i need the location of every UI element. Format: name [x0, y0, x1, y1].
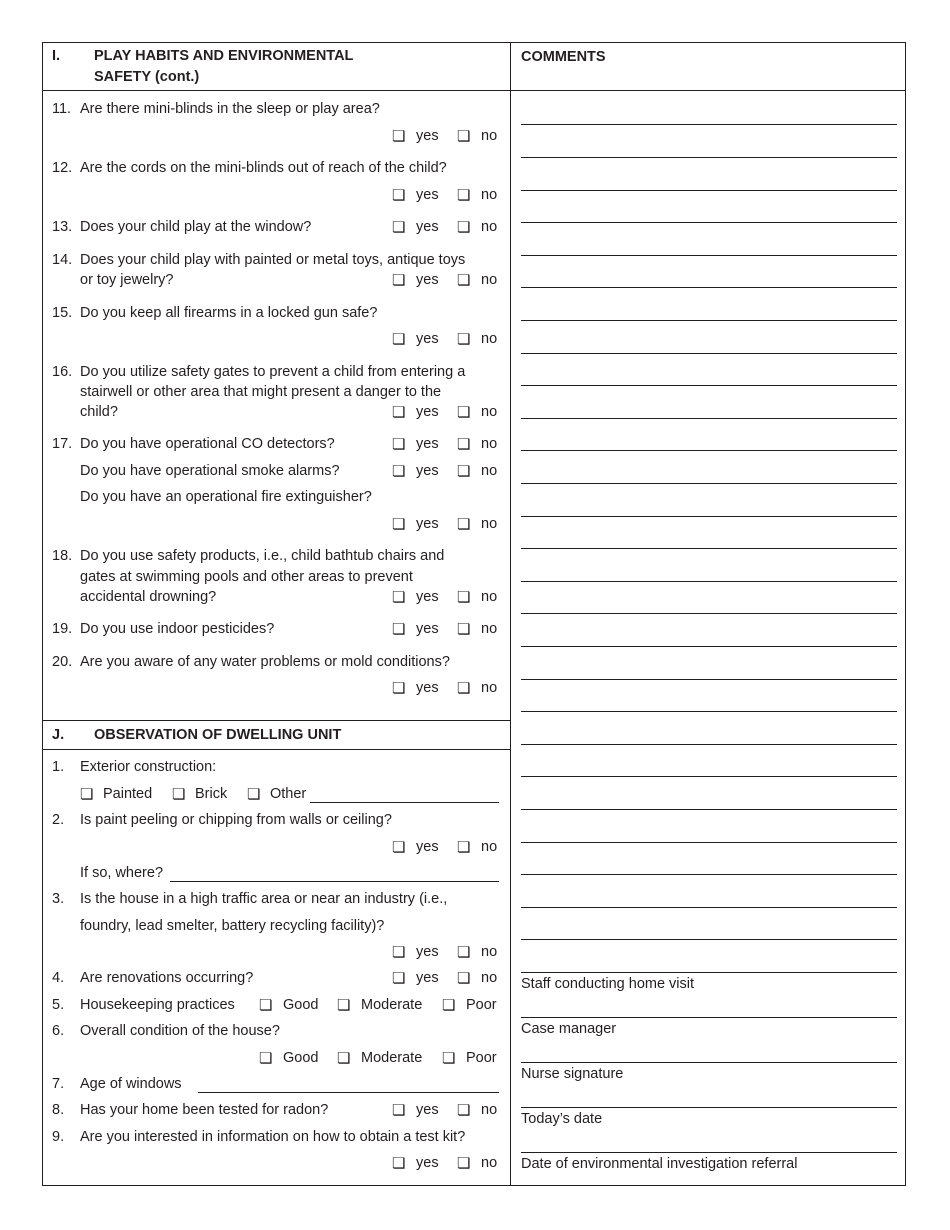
question-text: Is the house in a high traffic area or near an industry (i.e.,	[80, 891, 448, 907]
painted-checkbox[interactable]: ❏	[80, 786, 94, 803]
no-checkbox[interactable]: ❏	[457, 128, 471, 145]
section-j-top-rule	[42, 720, 511, 721]
question-text: Are the cords on the mini-blinds out of reach of the child?	[80, 160, 447, 176]
question-text: Exterior construction:	[80, 759, 217, 775]
section-j-header-rule	[42, 749, 511, 750]
yes-label: yes	[416, 589, 439, 605]
no-label: no	[481, 1155, 498, 1171]
nurse-signature-label: Nurse signature	[521, 1066, 624, 1082]
yes-checkbox[interactable]: ❏	[392, 1102, 406, 1119]
question-text: Do you keep all firearms in a locked gun safe?	[80, 305, 378, 321]
yes-checkbox[interactable]: ❏	[392, 621, 406, 638]
yes-label: yes	[416, 970, 439, 986]
yes-checkbox[interactable]: ❏	[392, 944, 406, 961]
question-number: 7.	[52, 1076, 65, 1092]
question-text: child?	[80, 404, 118, 420]
comment-line[interactable]	[521, 320, 897, 321]
good-label: Good	[283, 1050, 319, 1066]
question-text: stairwell or other area that might present a danger to the	[80, 384, 442, 400]
yes-label: yes	[416, 331, 439, 347]
where-input-line[interactable]	[170, 881, 499, 882]
yes-checkbox[interactable]: ❏	[392, 404, 406, 421]
question-text: Do you use safety products, i.e., child bathtub chairs and	[80, 548, 445, 564]
no-label: no	[481, 331, 498, 347]
no-label: no	[481, 621, 498, 637]
no-checkbox[interactable]: ❏	[457, 1102, 471, 1119]
header-divider	[42, 90, 906, 91]
yes-checkbox[interactable]: ❏	[392, 219, 406, 236]
comment-line[interactable]	[521, 287, 897, 288]
question-text: Has your home been tested for radon?	[80, 1102, 329, 1118]
comment-line[interactable]	[521, 255, 897, 256]
todays-date-label: Today’s date	[521, 1111, 603, 1127]
moderate-checkbox[interactable]: ❏	[337, 997, 351, 1014]
question-number: 9.	[52, 1129, 65, 1145]
no-label: no	[481, 944, 498, 960]
comment-line[interactable]	[521, 385, 897, 386]
question-number: 18.	[52, 548, 73, 564]
comment-line[interactable]	[521, 646, 897, 647]
comment-line[interactable]	[521, 744, 897, 745]
comment-line[interactable]	[521, 613, 897, 614]
moderate-label: Moderate	[361, 997, 423, 1013]
question-text: If so, where?	[80, 865, 164, 881]
no-checkbox[interactable]: ❏	[457, 436, 471, 453]
comment-line[interactable]	[521, 972, 897, 973]
comment-line[interactable]	[521, 483, 897, 484]
yes-label: yes	[416, 219, 439, 235]
section-i-title-cont: SAFETY (cont.)	[94, 69, 200, 85]
poor-label: Poor	[466, 997, 497, 1013]
yes-checkbox[interactable]: ❏	[392, 436, 406, 453]
question-text: Do you have operational smoke alarms?	[80, 463, 340, 479]
yes-checkbox[interactable]: ❏	[392, 187, 406, 204]
question-number: 2.	[52, 812, 65, 828]
question-text: Does your child play with painted or metal toys, antique toys	[80, 252, 466, 268]
no-checkbox[interactable]: ❏	[457, 516, 471, 533]
yes-label: yes	[416, 516, 439, 532]
no-label: no	[481, 589, 498, 605]
other-input-line[interactable]	[310, 802, 499, 803]
yes-label: yes	[416, 463, 439, 479]
no-checkbox[interactable]: ❏	[457, 944, 471, 961]
no-label: no	[481, 970, 498, 986]
no-checkbox[interactable]: ❏	[457, 621, 471, 638]
comment-line[interactable]	[521, 516, 897, 517]
referral-date-line[interactable]	[521, 1152, 897, 1153]
comment-line[interactable]	[521, 190, 897, 191]
question-text: Do you have an operational fire extinguisher?	[80, 489, 372, 505]
comment-line[interactable]	[521, 939, 897, 940]
comment-line[interactable]	[521, 157, 897, 158]
no-label: no	[481, 436, 498, 452]
yes-checkbox[interactable]: ❏	[392, 970, 406, 987]
no-checkbox[interactable]: ❏	[457, 331, 471, 348]
question-number: 16.	[52, 364, 73, 380]
yes-checkbox[interactable]: ❏	[392, 589, 406, 606]
no-label: no	[481, 516, 498, 532]
question-number: 14.	[52, 252, 73, 268]
yes-checkbox[interactable]: ❏	[392, 1155, 406, 1172]
yes-checkbox[interactable]: ❏	[392, 463, 406, 480]
comments-title: COMMENTS	[521, 49, 606, 65]
comment-line[interactable]	[521, 124, 897, 125]
question-text: Do you use indoor pesticides?	[80, 621, 275, 637]
comment-line[interactable]	[521, 711, 897, 712]
question-text: or toy jewelry?	[80, 272, 174, 288]
comment-line[interactable]	[521, 450, 897, 451]
comment-line[interactable]	[521, 222, 897, 223]
question-text: Is paint peeling or chipping from walls or ceiling?	[80, 812, 392, 828]
question-number: 13.	[52, 219, 73, 235]
moderate-label: Moderate	[361, 1050, 423, 1066]
other-label: Other	[270, 786, 307, 802]
case-manager-signature-line[interactable]	[521, 1017, 897, 1018]
comment-line[interactable]	[521, 581, 897, 582]
section-j-title: OBSERVATION OF DWELLING UNIT	[94, 727, 342, 743]
yes-label: yes	[416, 187, 439, 203]
yes-label: yes	[416, 404, 439, 420]
todays-date-line[interactable]	[521, 1107, 897, 1108]
no-checkbox[interactable]: ❏	[457, 589, 471, 606]
yes-label: yes	[416, 680, 439, 696]
question-number: 6.	[52, 1023, 65, 1039]
yes-label: yes	[416, 1102, 439, 1118]
question-text: Are there mini-blinds in the sleep or play area?	[80, 101, 380, 117]
nurse-signature-line[interactable]	[521, 1062, 897, 1063]
column-divider	[510, 42, 511, 1186]
yes-label: yes	[416, 621, 439, 637]
question-text: Do you have operational CO detectors?	[80, 436, 335, 452]
no-checkbox[interactable]: ❏	[457, 187, 471, 204]
no-checkbox[interactable]: ❏	[457, 970, 471, 987]
brick-checkbox[interactable]: ❏	[172, 786, 186, 803]
question-text: Do you utilize safety gates to prevent a child from entering a	[80, 364, 466, 380]
yes-label: yes	[416, 436, 439, 452]
question-number: 1.	[52, 759, 65, 775]
no-checkbox[interactable]: ❏	[457, 404, 471, 421]
yes-label: yes	[416, 944, 439, 960]
no-label: no	[481, 128, 498, 144]
question-text: gates at swimming pools and other areas to prevent	[80, 569, 413, 585]
question-text: Does your child play at the window?	[80, 219, 312, 235]
question-text: Housekeeping practices	[80, 997, 235, 1013]
no-checkbox[interactable]: ❏	[457, 219, 471, 236]
good-checkbox[interactable]: ❏	[259, 1050, 273, 1067]
question-text: foundry, lead smelter, battery recycling facility)?	[80, 918, 385, 934]
yes-label: yes	[416, 839, 439, 855]
form-frame	[42, 42, 906, 1186]
no-label: no	[481, 839, 498, 855]
no-label: no	[481, 219, 498, 235]
no-label: no	[481, 1102, 498, 1118]
question-number: 15.	[52, 305, 73, 321]
question-text: Are you aware of any water problems or mold conditions?	[80, 654, 450, 670]
comment-line[interactable]	[521, 353, 897, 354]
no-checkbox[interactable]: ❏	[457, 463, 471, 480]
section-i-title: PLAY HABITS AND ENVIRONMENTAL	[94, 48, 354, 64]
comment-line[interactable]	[521, 842, 897, 843]
good-checkbox[interactable]: ❏	[259, 997, 273, 1014]
brick-label: Brick	[195, 786, 228, 802]
poor-label: Poor	[466, 1050, 497, 1066]
no-label: no	[481, 680, 498, 696]
comment-line[interactable]	[521, 874, 897, 875]
question-text: Age of windows	[80, 1076, 182, 1092]
no-label: no	[481, 272, 498, 288]
no-checkbox[interactable]: ❏	[457, 272, 471, 289]
yes-checkbox[interactable]: ❏	[392, 128, 406, 145]
question-number: 3.	[52, 891, 65, 907]
yes-checkbox[interactable]: ❏	[392, 272, 406, 289]
question-number: 11.	[52, 101, 72, 117]
no-checkbox[interactable]: ❏	[457, 1155, 471, 1172]
question-text: Overall condition of the house?	[80, 1023, 280, 1039]
question-number: 17.	[52, 436, 73, 452]
question-number: 8.	[52, 1102, 65, 1118]
question-number: 5.	[52, 997, 65, 1013]
no-label: no	[481, 187, 498, 203]
section-j-letter: J.	[52, 727, 65, 743]
question-number: 4.	[52, 970, 65, 986]
yes-checkbox[interactable]: ❏	[392, 680, 406, 697]
comment-line[interactable]	[521, 776, 897, 777]
staff-field-label: Staff conducting home visit	[521, 976, 695, 992]
question-text: accidental drowning?	[80, 589, 217, 605]
other-checkbox[interactable]: ❏	[247, 786, 261, 803]
question-text: Are renovations occurring?	[80, 970, 254, 986]
comment-line[interactable]	[521, 418, 897, 419]
question-text: Are you interested in information on how to obtain a test kit?	[80, 1129, 466, 1145]
age-of-windows-input-line[interactable]	[198, 1092, 499, 1093]
no-checkbox[interactable]: ❏	[457, 839, 471, 856]
moderate-checkbox[interactable]: ❏	[337, 1050, 351, 1067]
painted-label: Painted	[103, 786, 153, 802]
comment-line[interactable]	[521, 548, 897, 549]
referral-date-label: Date of environmental investigation referral	[521, 1156, 798, 1172]
yes-label: yes	[416, 272, 439, 288]
good-label: Good	[283, 997, 319, 1013]
question-number: 12.	[52, 160, 73, 176]
question-number: 20.	[52, 654, 73, 670]
no-checkbox[interactable]: ❏	[457, 680, 471, 697]
yes-label: yes	[416, 128, 439, 144]
yes-checkbox[interactable]: ❏	[392, 516, 406, 533]
yes-checkbox[interactable]: ❏	[392, 331, 406, 348]
yes-label: yes	[416, 1155, 439, 1171]
no-label: no	[481, 463, 498, 479]
question-number: 19.	[52, 621, 73, 637]
case-manager-label: Case manager	[521, 1021, 617, 1037]
comment-line[interactable]	[521, 809, 897, 810]
section-i-letter: I.	[52, 48, 61, 64]
comment-line[interactable]	[521, 679, 897, 680]
poor-checkbox[interactable]: ❏	[442, 997, 456, 1014]
poor-checkbox[interactable]: ❏	[442, 1050, 456, 1067]
comment-line[interactable]	[521, 907, 897, 908]
yes-checkbox[interactable]: ❏	[392, 839, 406, 856]
no-label: no	[481, 404, 498, 420]
